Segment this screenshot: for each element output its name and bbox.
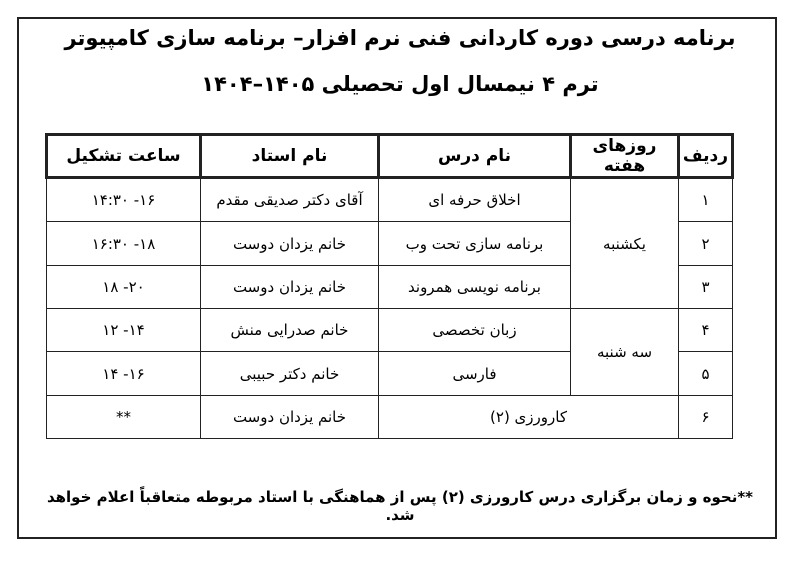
footnote: **نحوه و زمان برگزاری درس کارورزی (۲) پس از هماهنگی با استاد مربوطه متعاقباً اعلام خواهد شد. (46, 488, 754, 524)
course-name: برنامه نویسی همروند (379, 265, 571, 308)
weekday-cell: یکشنبه (571, 178, 679, 309)
row-number: ۲ (679, 222, 733, 265)
header-row-number: ردیف (679, 135, 733, 178)
table-row (47, 178, 733, 222)
header-course-name: نام درس (379, 135, 571, 178)
table-row (47, 309, 733, 352)
schedule-table (45, 133, 734, 439)
course-name: اخلاق حرفه ای (379, 178, 571, 222)
teacher-name: خانم یزدان دوست (201, 265, 379, 308)
document-title: برنامه درسی دوره کاردانی فنی نرم افزار– برنامه سازی کامپیوتر (64, 26, 736, 50)
teacher-name: خانم یزدان دوست (201, 222, 379, 265)
teacher-name: آقای دکتر صدیقی مقدم (201, 178, 379, 222)
table-header-row (47, 135, 733, 178)
row-number: ۵ (679, 352, 733, 395)
teacher-name: خانم صدرایی منش (201, 309, 379, 352)
header-class-time: ساعت تشکیل (47, 135, 201, 178)
class-time: ۱۶- ۱۴:۳۰ (47, 178, 201, 222)
course-name: کارورزی (۲) (379, 395, 679, 438)
row-number: ۳ (679, 265, 733, 308)
class-time: ** (47, 395, 201, 438)
teacher-name: خانم دکتر حبیبی (201, 352, 379, 395)
weekday-cell: سه شنبه (571, 309, 679, 396)
class-time: ۱۸- ۱۶:۳۰ (47, 222, 201, 265)
row-number: ۱ (679, 178, 733, 222)
document-subtitle: ترم ۴ نیمسال اول تحصیلی ۱۴۰۵–۱۴۰۴ (201, 72, 599, 96)
class-time: ۱۴- ۱۲ (47, 309, 201, 352)
course-name: زبان تخصصی (379, 309, 571, 352)
header-teacher-name: نام استاد (201, 135, 379, 178)
table-row (47, 395, 733, 438)
row-number: ۶ (679, 395, 733, 438)
course-name: فارسی (379, 352, 571, 395)
header-weekday: روزهای هفته (571, 135, 679, 178)
class-time: ۲۰- ۱۸ (47, 265, 201, 308)
course-name: برنامه سازی تحت وب (379, 222, 571, 265)
class-time: ۱۶- ۱۴ (47, 352, 201, 395)
teacher-name: خانم یزدان دوست (201, 395, 379, 438)
row-number: ۴ (679, 309, 733, 352)
